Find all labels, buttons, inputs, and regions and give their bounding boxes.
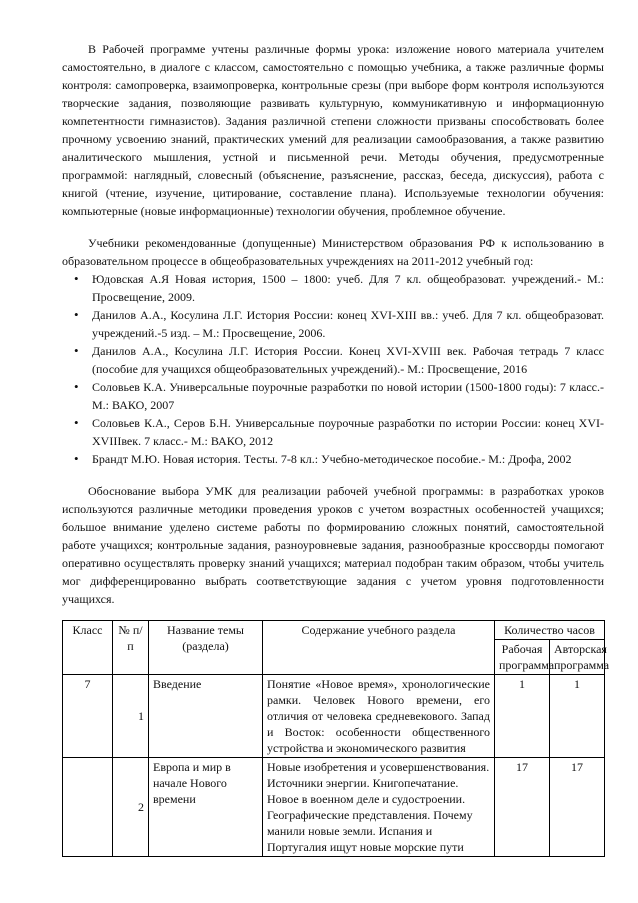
cell-number: 2 — [113, 758, 149, 857]
cell-hours-author: 1 — [550, 675, 605, 758]
intro-paragraph: В Рабочей программе учтены различные формы урока: изложение нового материала учителем самостоятельно, в диалоге с классом, самостоятельно с помощью учебника, а также различные формы контроля: самопроверка, взаимопроверка, контрольные срезы (при выборе форм контроля используются творческие задания, позволяющие развивать культурную, коммуникативную и информационную компетентности гимназистов). Задания различной степени сложности призваны способствовать более прочному усвоению знаний, практических умений для реализации самообразования, а также развитию аналитического мышления, устной и письменной речи. Методы обучения, предусмотренные программой: наглядный, словесный (объяснение, разъяснение, рассказ, беседа, дискуссия), работа с книгой (чтение, изучение, цитирование, составление плана). Используемые технологии обучения: компьютерные (новые информационные) технологии обучения, проблемное обучение. — [62, 42, 604, 218]
header-hours-author: Авторская программа — [550, 640, 605, 675]
table-header-row — [63, 621, 605, 640]
list-item: • Соловьев К.А. Универсальные поурочные разработки по новой истории (1500-1800 годы): 7 класс.-М.: ВАКО, 2007 — [62, 378, 604, 414]
cell-hours-author: 17 — [550, 758, 605, 857]
textbook-list — [62, 270, 604, 468]
list-item: • Данилов А.А., Косулина Л.Г. История России: конец XVI-XIII вв.: учеб. Для 7 кл. общеобразоват. учреждений.-5 изд. – М.: Просвещение, 2006. — [62, 306, 604, 342]
list-item: • Соловьев К.А., Серов Б.Н. Универсальные поурочные разработки по истории России: конец XVI-XVIIIвек. 7 класс.- М.: ВАКО, 2012 — [62, 414, 604, 450]
cell-content: Новые изобретения и усовершенствования. Источники энергии. Книгопечатание. Новое в военном деле и судостроении. Географические представления. Почему манили новые земли. Испания и Португалия ищут новые морские пути — [263, 758, 495, 857]
cell-grade — [63, 758, 113, 857]
spacer — [62, 468, 604, 482]
cell-hours-work: 1 — [495, 675, 550, 758]
cell-hours-work: 17 — [495, 758, 550, 857]
cell-topic: Введение — [149, 675, 263, 758]
table-row — [63, 758, 605, 857]
header-hours-work: Рабочая программа — [495, 640, 550, 675]
list-item: • Данилов А.А., Косулина Л.Г. История России. Конец XVI-XVIII век. Рабочая тетрадь 7 класс (пособие для учащихся общеобразовательных учреждений).- М.: Просвещение, 2016 — [62, 342, 604, 378]
document-page — [62, 40, 610, 857]
header-topic: Название темы (раздела) — [149, 621, 263, 675]
header-number: № п/п — [113, 621, 149, 675]
spacer — [62, 220, 604, 234]
table-row — [63, 675, 605, 758]
header-content: Содержание учебного раздела — [263, 621, 495, 675]
list-item: • Брандт М.Ю. Новая история. Тесты. 7-8 кл.: Учебно-методическое пособие.- М.: Дрофа, 2002 — [62, 450, 604, 468]
cell-topic: Европа и мир в начале Нового времени — [149, 758, 263, 857]
cell-number: 1 — [113, 675, 149, 758]
header-hours: Количество часов — [495, 621, 605, 640]
header-grade: Класс — [63, 621, 113, 675]
cell-content: Понятие «Новое время», хронологические рамки. Человек Нового времени, его отличия от человека средневекового. Запад и Восток: особенности общественного устройства и экономического развития — [263, 675, 495, 758]
rationale-paragraph: Обоснование выбора УМК для реализации рабочей учебной программы: в разработках уроков используются различные методики проведения уроков с учетом возрастных особенностей учащихся; большое внимание уделено системе работы по формированию сложных понятий, самостоятельной работе учащихся; контрольные задания, разноуровневые задания, разнообразные кроссворды помогают оперативно осуществлять проверку знаний учащихся; материал подобран таким образом, чтобы учитель мог дифференцированно выбрать соответствующие задания с учетом уровня подготовленности учащихся. — [62, 484, 604, 606]
textbooks-intro: Учебники рекомендованные (допущенные) Министерством образования РФ к использованию в образовательном процессе в общеобразовательных учреждениях на 2011-2012 учебный год: — [62, 236, 604, 268]
cell-grade: 7 — [63, 675, 113, 758]
curriculum-table — [62, 620, 610, 857]
list-item: • Юдовская А.Я Новая история, 1500 – 1800: учеб. Для 7 кл. общеобразоват. учреждений.- М.: Просвещение, 2009. — [62, 270, 604, 306]
